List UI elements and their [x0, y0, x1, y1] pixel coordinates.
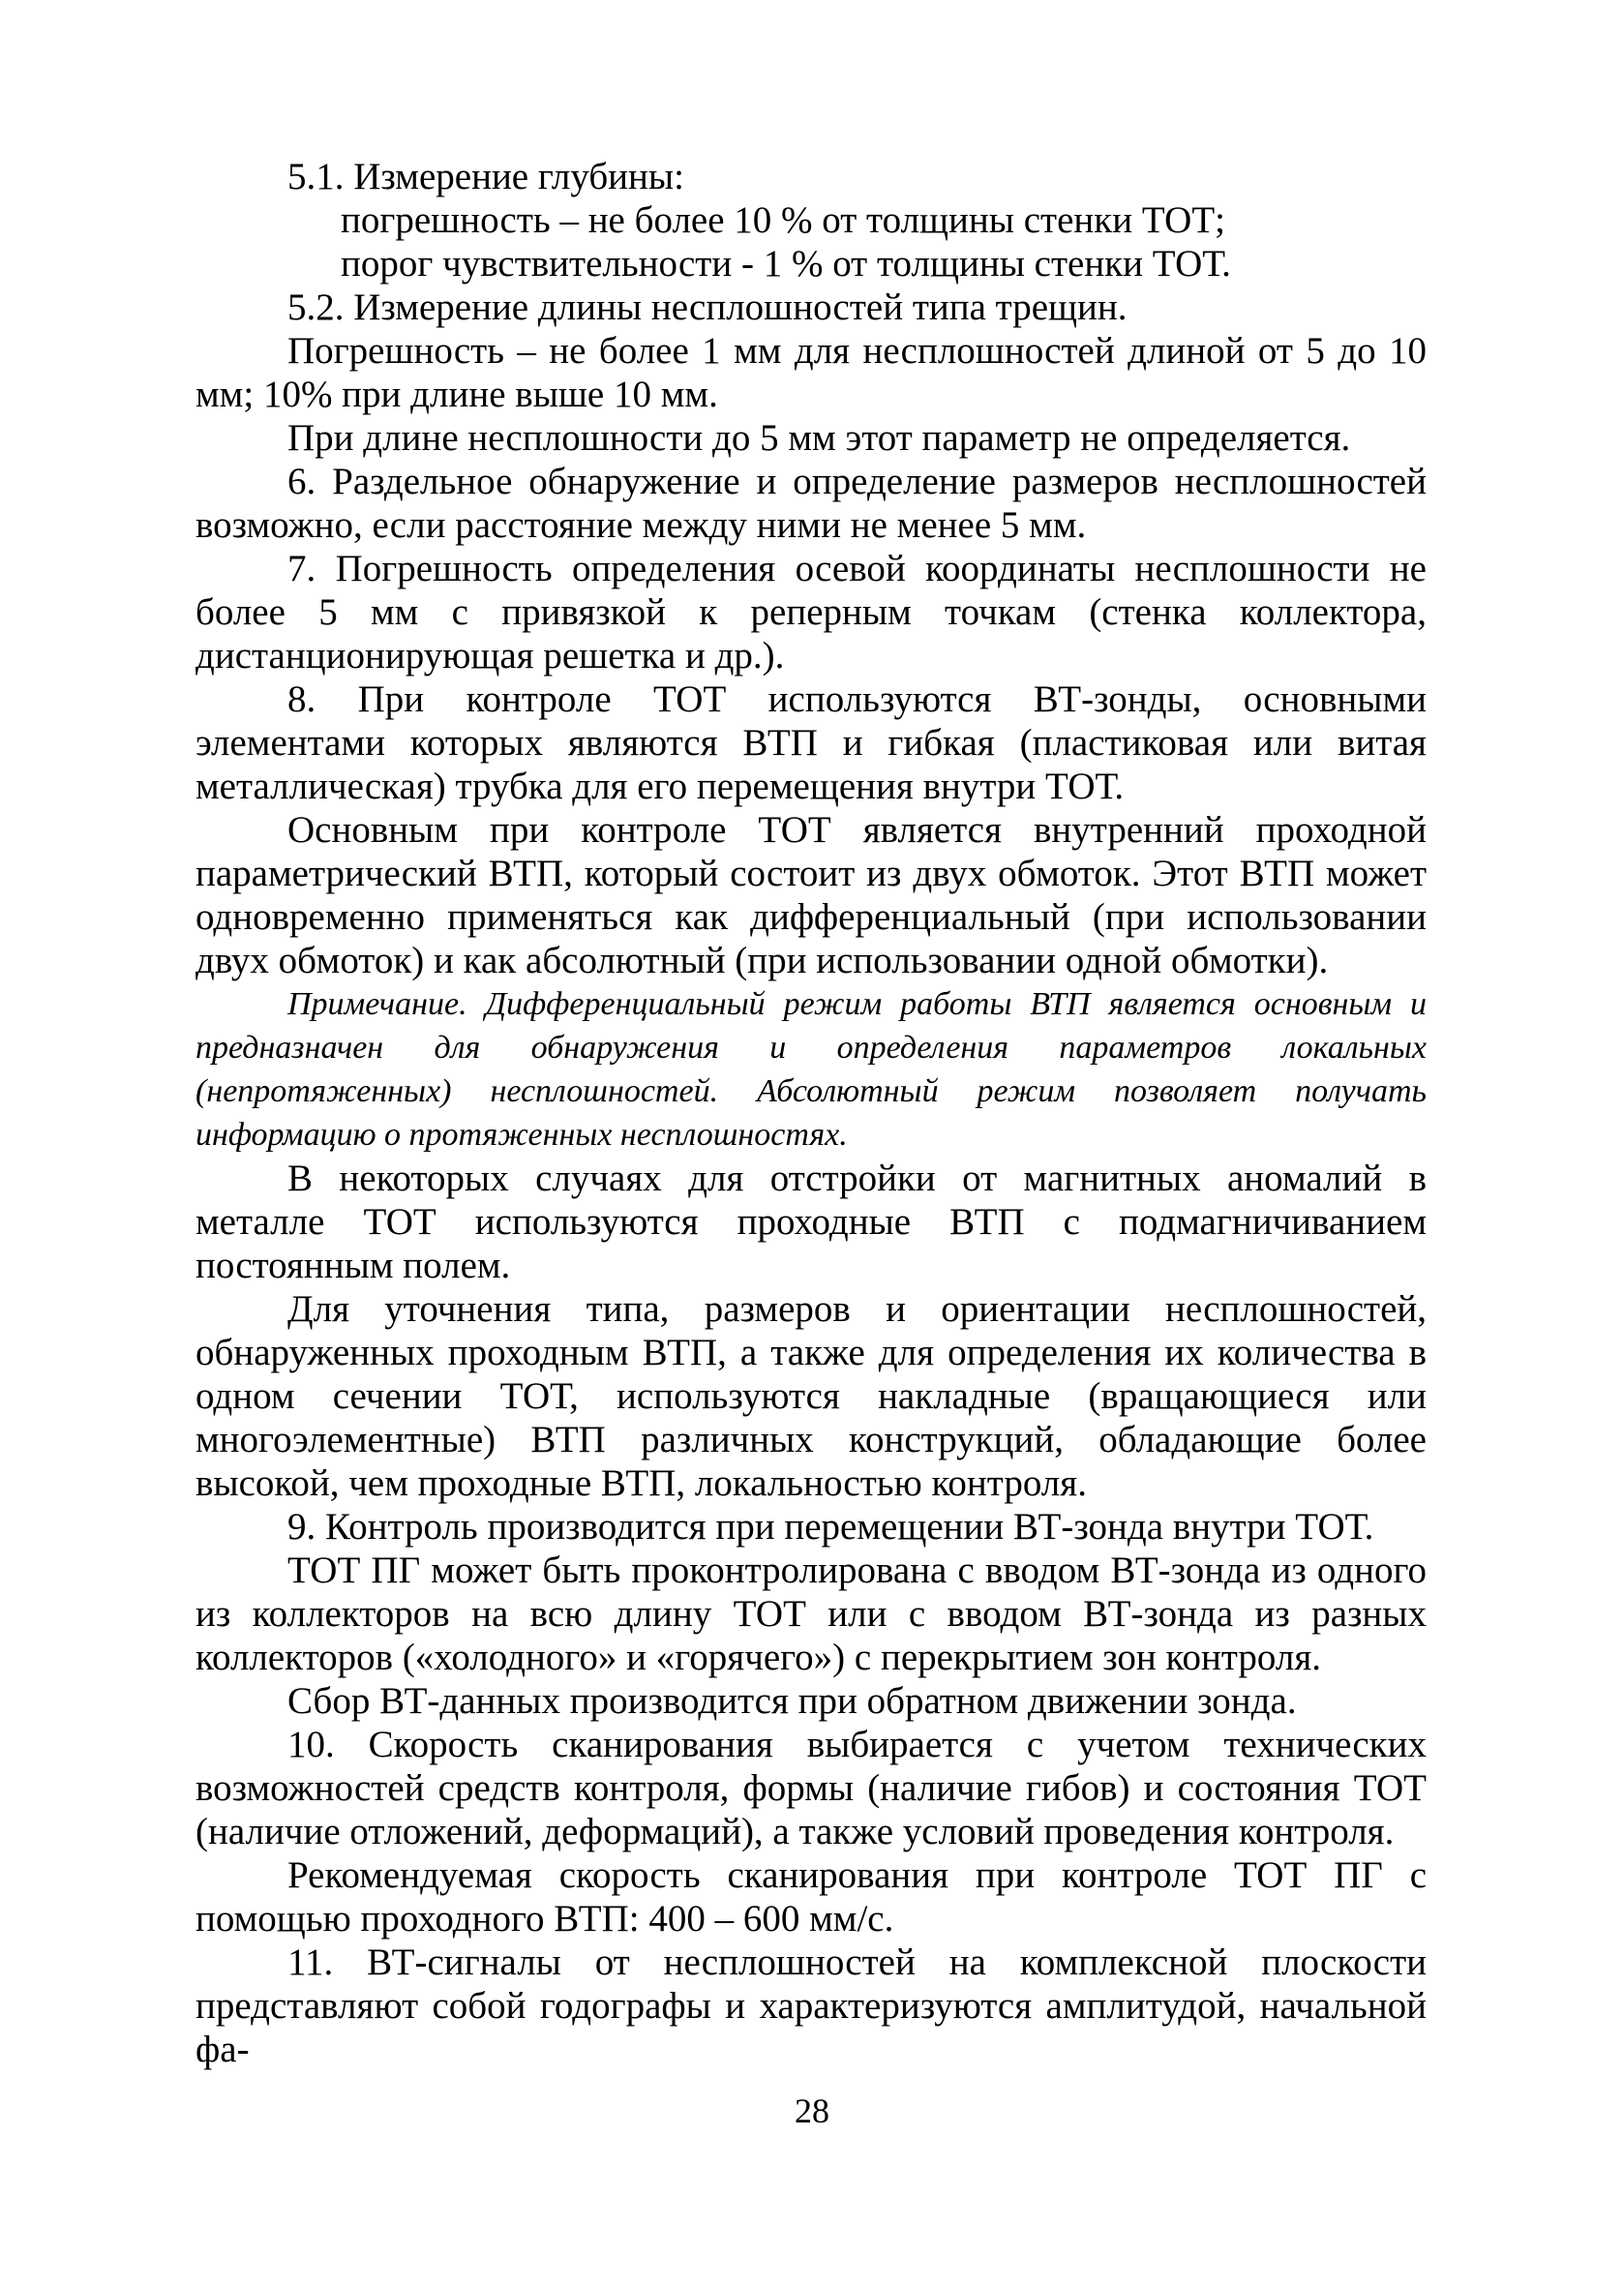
- paragraph-surface-probes: Для уточнения типа, размеров и ориентации несплошностей, обнаруженных проходным ВТП, а также для определения их количества в одном сечении ТОТ, используются накладные (вращающиеся или многоэлементные) ВТП различных конструкций, обладающие более высокой, чем проходные ВТП, локальностью контроля.: [195, 1288, 1427, 1504]
- paragraph-length-error: Погрешность – не более 1 мм для несплошностей длиной от 5 до 10 мм; 10% при длине выше 10 мм.: [195, 330, 1427, 415]
- document-body: [195, 155, 1427, 2071]
- paragraph-data-collection: Сбор ВТ-данных производится при обратном движении зонда.: [287, 1680, 1297, 1722]
- paragraph-10: 10. Скорость сканирования выбирается с учетом технических возможностей средств контроля, формы (наличие гибов) и состояния ТОТ (наличие отложений, деформаций), а также условий проведения контроля.: [195, 1724, 1427, 1852]
- paragraph-length-not-defined: При длине несплошности до 5 мм этот параметр не определяется.: [287, 417, 1351, 459]
- paragraph-sensitivity-threshold: порог чувствительности - 1 % от толщины стенки ТОТ.: [341, 243, 1231, 285]
- paragraph-7: 7. Погрешность определения осевой координаты несплошности не более 5 мм с привязкой к реперным точкам (стенка коллектора, дистанционирующая решетка и др.).: [195, 548, 1427, 677]
- paragraph-5-2-heading: 5.2. Измерение длины несплошностей типа трещин.: [287, 286, 1128, 328]
- paragraph-depth-error: погрешность – не более 10 % от толщины стенки ТОТ;: [341, 199, 1225, 241]
- paragraph-note: Примечание. Дифференциальный режим работы ВТП является основным и предназначен для обнаружения и определения параметров локальных (непротяженных) несплошностей. Абсолютный режим позволяет получать информацию о протяженных несплошностях.: [195, 986, 1427, 1153]
- paragraph-scan-speed: Рекомендуемая скорость сканирования при контроле ТОТ ПГ с помощью проходного ВТП: 400 – 600 мм/с.: [195, 1854, 1427, 1940]
- paragraph-magnetic-anomalies: В некоторых случаях для отстройки от магнитных аномалий в металле ТОТ используются проходные ВТП с подмагничиванием постоянным полем.: [195, 1158, 1427, 1286]
- paragraph-internal-probe: Основным при контроле ТОТ является внутренний проходной параметрический ВТП, который состоит из двух обмоток. Этот ВТП может одновременно применяться как дифференциальный (при использовании двух обмоток) и как абсолютный (при использовании одной обмотки).: [195, 809, 1427, 981]
- paragraph-5-1-heading: 5.1. Измерение глубины:: [287, 156, 684, 197]
- paragraph-11: 11. ВТ-сигналы от несплошностей на комплексной плоскости представляют собой годографы и характеризуются амплитудой, начальной фа-: [195, 1941, 1427, 2070]
- paragraph-collectors: ТОТ ПГ может быть проконтролирована с вводом ВТ-зонда из одного из коллекторов на всю длину ТОТ или с вводом ВТ-зонда из разных коллекторов («холодного» и «горячего») с перекрытием зон контроля.: [195, 1550, 1427, 1678]
- paragraph-6: 6. Раздельное обнаружение и определение размеров несплошностей возможно, если расстояние между ними не менее 5 мм.: [195, 461, 1427, 546]
- paragraph-8: 8. При контроле ТОТ используются ВТ-зонды, основными элементами которых являются ВТП и гибкая (пластиковая или витая металлическая) трубка для его перемещения внутри ТОТ.: [195, 678, 1427, 807]
- page-number: 28: [795, 2091, 829, 2130]
- paragraph-9: 9. Контроль производится при перемещении ВТ-зонда внутри ТОТ.: [287, 1506, 1374, 1548]
